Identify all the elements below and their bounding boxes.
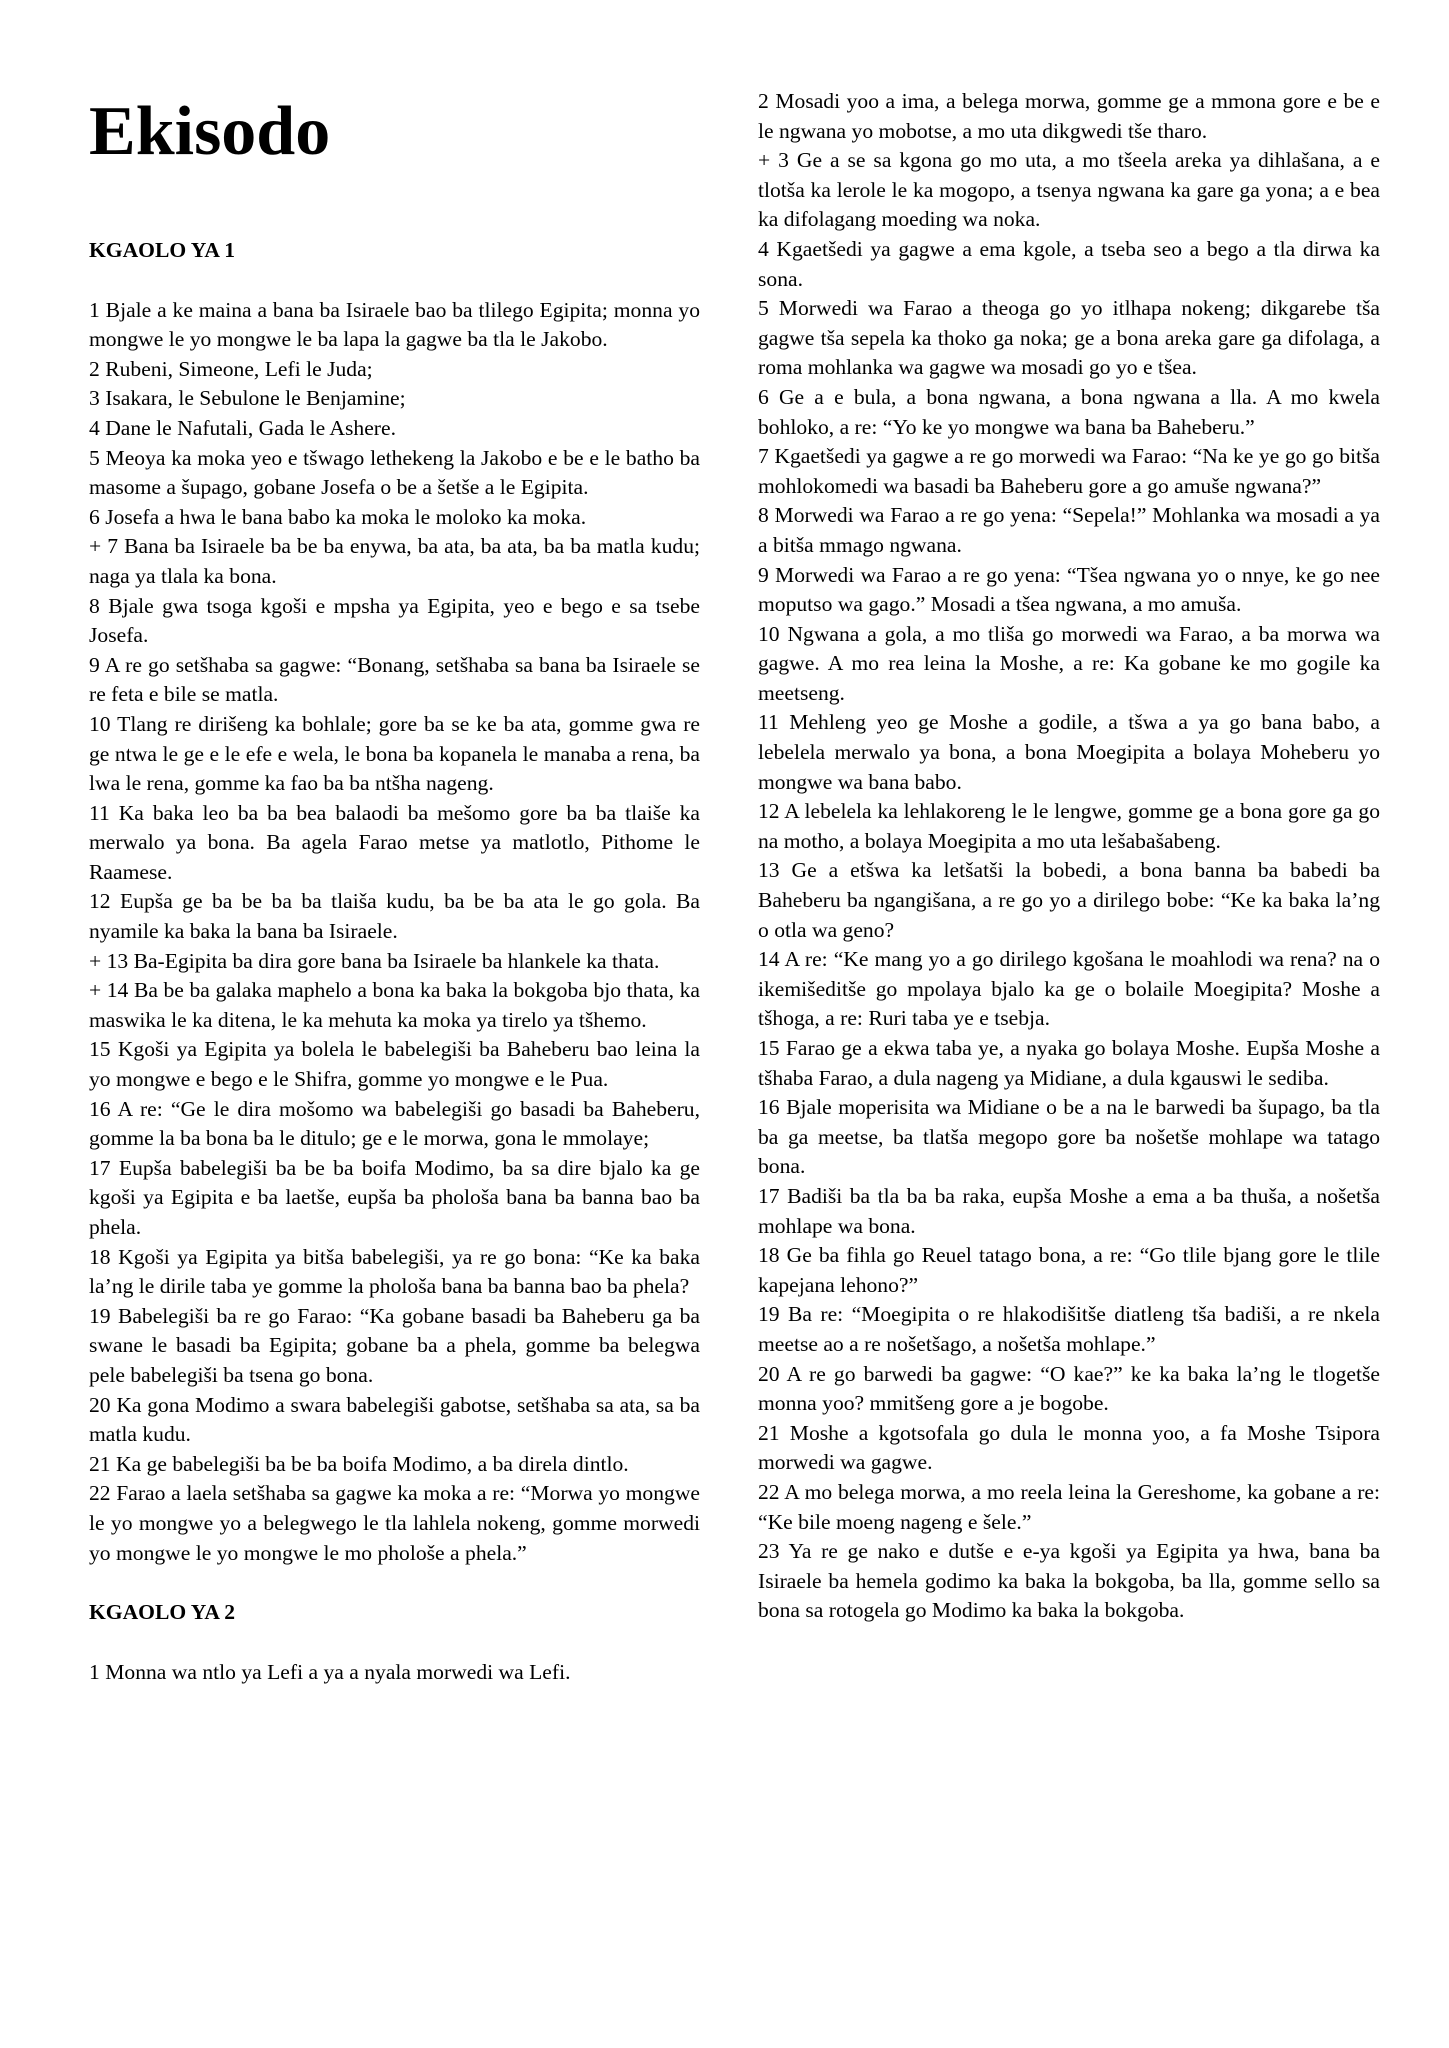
verse: 6 Josefa a hwa le bana babo ka moka le moloko ka moka. <box>89 504 587 529</box>
verse: 10 Ngwana a gola, a mo tliša go morwedi wa Farao, a ba morwa wa gagwe. A mo rea leina la Moshe, a re: Ka gobane ke mo gogile ka meetseng. <box>758 621 1380 705</box>
verse: 22 A mo belega morwa, a mo reela leina la Gereshome, ka gobane a re: “Ke bile moeng nageng e šele.” <box>758 1479 1380 1534</box>
verse: 3 Isakara, le Sebulone le Benjamine; <box>89 386 406 411</box>
right-column <box>758 87 1380 1626</box>
verse: + 7 Bana ba Isiraele ba be ba enywa, ba ata, ba ata, ba ba matla kudu; naga ya tlala ka bona. <box>89 534 700 588</box>
verse: 12 Eupša ge ba be ba ba tlaiša kudu, ba be ba ata le go gola. Ba nyamile ka baka la bana ba Isiraele. <box>89 889 700 944</box>
verse: 13 Ge a etšwa ka letšatši la bobedi, a bona banna ba babedi ba Baheberu ba ngangišana, a re go yo a dirilego bobe: “Ke ka baka la’ng o otla wa geno? <box>758 858 1380 942</box>
verse: 20 A re go barwedi ba gagwe: “O kae?” ke ka baka la’ng le tlogetše monna yoo? mmitšeng gore a je bogobe. <box>758 1361 1380 1416</box>
verse: 4 Dane le Nafutali, Gada le Ashere. <box>89 415 396 440</box>
verse: + 13 Ba-Egipita ba dira gore bana ba Isiraele ba hlankele ka thata. <box>89 948 660 973</box>
verse: 10 Tlang re dirišeng ka bohlale; gore ba se ke ba ata, gomme gwa re ge ntwa le ge e le efe e wela, le bona ba kopanela le manaba a rena, ba lwa le rena, gomme ka fao ba ba ntšha nageng. <box>89 711 700 796</box>
verse: 2 Mosadi yoo a ima, a belega morwa, gomme ge a mmona gore e be e le ngwana yo mobotse, a mo uta dikgwedi tše tharo. <box>758 89 1380 143</box>
verse: 18 Kgoši ya Egipita ya bitša babelegiši, ya re go bona: “Ke ka baka la’ng le dirile taba ye gomme la phološa bana ba banna bao ba phela? <box>89 1244 700 1299</box>
verse: 8 Bjale gwa tsoga kgoši e mpsha ya Egipita, yeo e bego e sa tsebe Josefa. <box>89 593 700 648</box>
verse: 2 Rubeni, Simeone, Lefi le Juda; <box>89 356 373 381</box>
left-column <box>89 236 700 1687</box>
verse: 23 Ya re ge nako e dutše e e-ya kgoši ya Egipita ya hwa, bana ba Isiraele ba hemela godimo ka baka la bokgoba, ba lla, gomme sello sa bona sa rotogela go Modimo ka baka la bokgoba. <box>758 1539 1380 1623</box>
verse: 5 Meoya ka moka yeo e tšwago lethekeng la Jakobo e be e le batho ba masome a šupago, gobane Josefa o be a šetše a le Egipita. <box>89 445 700 500</box>
verse: 9 A re go setšhaba sa gagwe: “Bonang, setšhaba sa bana ba Isiraele se re feta e bile se matla. <box>89 652 700 707</box>
verse: 22 Farao a laela setšhaba sa gagwe ka moka a re: “Morwa yo mongwe le yo mongwe yo a belegwego le tla lahlela nokeng, gomme morwedi yo mongwe le yo mongwe le mo phološe a phela.” <box>89 1481 700 1565</box>
verse: 15 Kgoši ya Egipita ya bolela le babelegiši ba Baheberu bao leina la yo mongwe e bego e le Shifra, gomme yo mongwe e le Pua. <box>89 1037 700 1092</box>
verse: 15 Farao ge a ekwa taba ye, a nyaka go bolaya Moshe. Eupša Moshe a tšhaba Farao, a dula nageng ya Midiane, a dula kgauswi le sediba. <box>758 1036 1380 1090</box>
verse: 18 Ge ba fihla go Reuel tatago bona, a re: “Go tlile bjang gore le tlile kapejana lehono?” <box>758 1243 1380 1297</box>
verse: 6 Ge a e bula, a bona ngwana, a bona ngwana a lla. A mo kwela bohloko, a re: “Yo ke yo mongwe wa bana ba Baheberu.” <box>758 384 1380 439</box>
verse: 17 Eupša babelegiši ba be ba boifa Modimo, ba sa dire bjalo ka ge kgoši ya Egipita e ba laetše, eupša ba phološa bana ba banna bao ba phela. <box>89 1155 700 1239</box>
verse: 5 Morwedi wa Farao a theoga go yo itlhapa nokeng; dikgarebe tša gagwe tša sepela ka thoko ga noka; ge a bona areka gare ga difolaga, a roma mohlanka wa gagwe wa mosadi go yo e tšea. <box>758 296 1380 380</box>
verse: 20 Ka gona Modimo a swara babelegiši gabotse, setšhaba sa ata, sa ba matla kudu. <box>89 1392 700 1447</box>
chapter-2-verses-right <box>758 87 1380 1626</box>
verse: + 3 Ge a se sa kgona go mo uta, a mo tšeela areka ya dihlašana, a e tlotša ka lerole le ka mogopo, a tsenya ngwana ka gare ga yona; a e bea ka difolagang moeding wa noka. <box>758 148 1380 232</box>
verse: 19 Ba re: “Moegipita o re hlakodišitše diatleng tša badiši, a re nkela meetse ao a re nošetšago, a nošetša mohlape.” <box>758 1302 1380 1356</box>
verse: 4 Kgaetšedi ya gagwe a ema kgole, a tseba seo a bego a tla dirwa ka sona. <box>758 236 1380 291</box>
verse: 17 Badiši ba tla ba ba raka, eupša Moshe a ema a ba thuša, a nošetša mohlape wa bona. <box>758 1183 1380 1238</box>
verse: 16 Bjale moperisita wa Midiane o be a na le barwedi ba šupago, ba tla ba ga meetse, ba tlatša megopo gore ba nošetše mohlape wa tatago bona. <box>758 1095 1380 1179</box>
verse: 7 Kgaetšedi ya gagwe a re go morwedi wa Farao: “Na ke ye go go bitša mohlokomedi wa basadi ba Baheberu gore a go amuše ngwana?” <box>758 444 1380 498</box>
book-title: Ekisodo <box>89 93 331 170</box>
verse: + 14 Ba be ba galaka maphelo a bona ka baka la bokgoba bjo thata, ka maswika le ka ditena, le ka mehuta ka moka ya tirelo ya tšhemo. <box>89 978 700 1032</box>
verse: 21 Moshe a kgotsofala go dula le monna yoo, a fa Moshe Tsipora morwedi wa gagwe. <box>758 1420 1380 1475</box>
chapter-2-verses-left <box>89 1658 700 1688</box>
chapter-2-heading: KGAOLO YA 2 <box>89 1600 235 1625</box>
verse: 16 A re: “Ge le dira mošomo wa babelegiši go basadi ba Baheberu, gomme la ba bona ba le ditulo; ge e le morwa, gona le mmolaye; <box>89 1096 700 1151</box>
verse: 12 A lebelela ka lehlakoreng le le lengwe, gomme ge a bona gore ga go na motho, a bolaya Moegipita a mo uta lešabašabeng. <box>758 799 1380 853</box>
verse: 9 Morwedi wa Farao a re go yena: “Tšea ngwana yo o nnye, ke go nee moputso wa gago.” Mosadi a tšea ngwana, a mo amuša. <box>758 562 1380 617</box>
chapter-1-heading: KGAOLO YA 1 <box>89 238 235 262</box>
verse: 14 A re: “Ke mang yo a go dirilego kgošana le moahlodi wa rena? na o ikemišeditše go mpolaya bjalo ka ge o bolaile Moegipita? Moshe a tšhoga, a re: Ruri taba ye e tsebja. <box>758 947 1380 1031</box>
verse: 19 Babelegiši ba re go Farao: “Ka gobane basadi ba Baheberu ga ba swane le basadi ba Egipita; gobane ba a phela, gomme ba belegwa pele babelegiši ba tsena go bona. <box>89 1303 700 1387</box>
verse: 11 Mehleng yeo ge Moshe a godile, a tšwa a ya go bana babo, a lebelela merwalo ya bona, a bona Moegipita a bolaya Moheberu yo mongwe wa bana babo. <box>758 710 1380 794</box>
verse: 8 Morwedi wa Farao a re go yena: “Sepela!” Mohlanka wa mosadi a ya a bitša mmago ngwana. <box>758 503 1380 557</box>
verse: 11 Ka baka leo ba ba bea balaodi ba mešomo gore ba ba tlaiše ka merwalo ya bona. Ba agela Farao metse ya matlotlo, Pithome le Raamese. <box>89 800 700 884</box>
verse: 21 Ka ge babelegiši ba be ba boifa Modimo, a ba direla dintlo. <box>89 1451 629 1476</box>
chapter-1-verses <box>89 296 700 1569</box>
verse: 1 Monna wa ntlo ya Lefi a ya a nyala morwedi wa Lefi. <box>89 1659 571 1684</box>
verse: 1 Bjale a ke maina a bana ba Isiraele bao ba tlilego Egipita; monna yo mongwe le yo mongwe le ba lapa la gagwe ba tla le Jakobo. <box>89 297 700 352</box>
